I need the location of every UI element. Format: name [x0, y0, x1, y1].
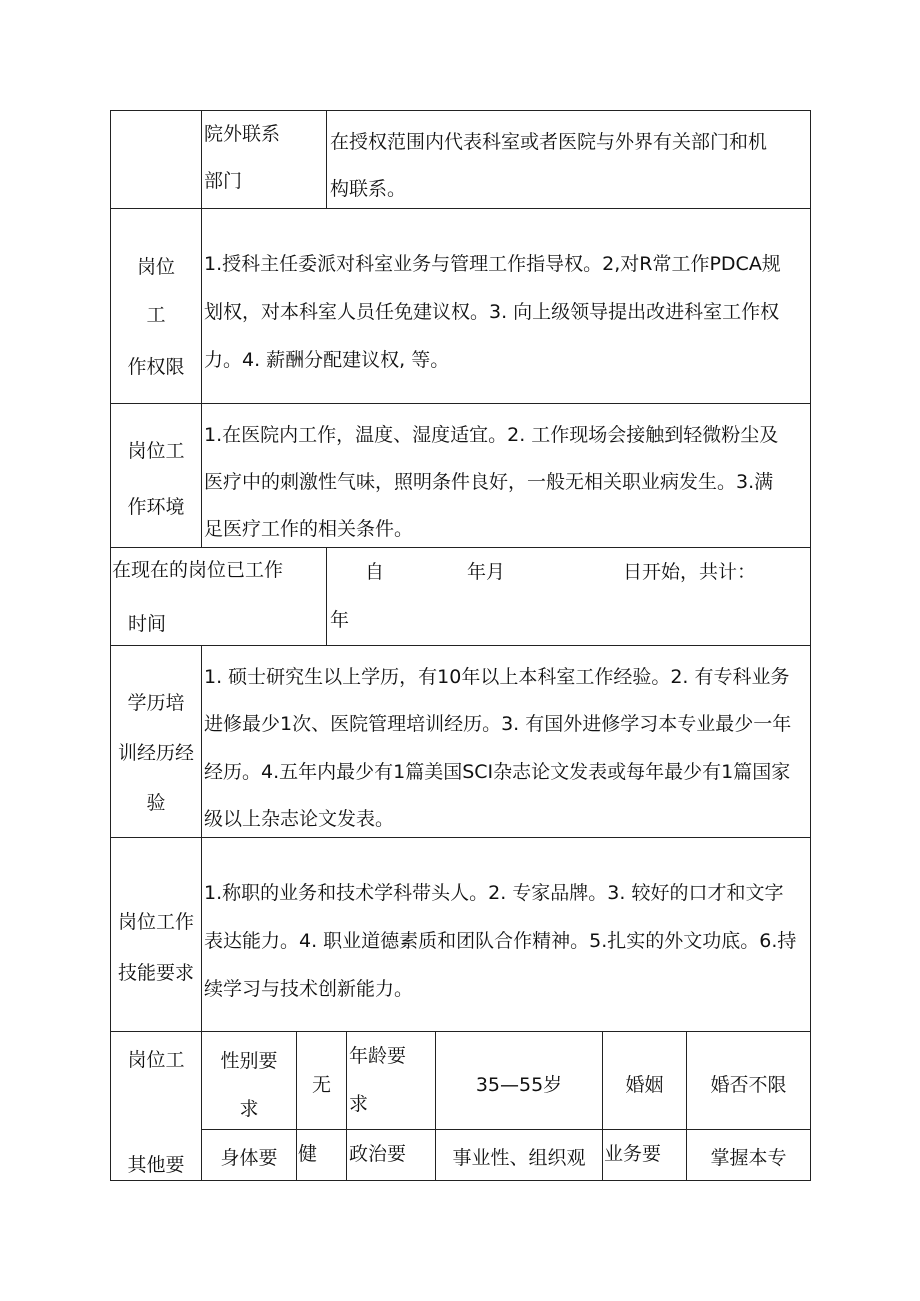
gender-label: 求 [239, 1098, 259, 1120]
education-content: 经历。4.五年内最少有1篇美国SCI杂志论文发表或每年最少有1篇国家 [204, 761, 791, 783]
row-divider [110, 208, 811, 209]
gender-label: 性别要 [220, 1050, 278, 1072]
column-divider [602, 1031, 603, 1181]
environment-label: 岗位工 [127, 440, 185, 462]
environment-content: 医疗中的刺激性气味，照明条件良好，一般无相关职业病发生。3.满 [204, 471, 774, 493]
row-divider [110, 1031, 811, 1032]
age-label: 求 [349, 1093, 369, 1115]
authority-content: 1.授科主任委派对科室业务与管理工作指导权。2,对R常工作PDCA规 [204, 253, 781, 275]
external-contact-label: 院外联系 [204, 123, 281, 145]
politics-label: 政治要 [349, 1143, 407, 1165]
education-label: 训经历经 [117, 742, 194, 764]
other-requirements-label: 其他要 [127, 1154, 185, 1176]
authority-content: 力。4. 薪酬分配建议权, 等。 [204, 349, 450, 371]
environment-content: 足医疗工作的相关条件。 [204, 518, 414, 540]
tenure-year: 年 [330, 609, 350, 631]
skills-content: 表达能力。4. 职业道德素质和团队合作精神。5.扎实的外文功底。6.持 [204, 930, 797, 952]
authority-label: 工 [146, 304, 166, 326]
tenure-label: 时间 [128, 613, 167, 635]
tenure-start-total: 日开始，共计： [623, 561, 757, 583]
education-label: 学历培 [127, 692, 185, 714]
tenure-since: 自 [365, 561, 385, 583]
row-divider [110, 403, 811, 404]
column-divider [326, 110, 327, 209]
column-divider [201, 110, 202, 548]
education-content: 级以上杂志论文发表。 [204, 808, 395, 830]
environment-label: 作环境 [127, 496, 185, 518]
column-divider [296, 1031, 297, 1181]
external-contact-label: 部门 [204, 170, 243, 192]
environment-content: 1.在医院内工作，温度、湿度适宜。2. 工作现场会接触到轻微粉尘及 [204, 424, 779, 446]
marriage-value: 婚否不限 [710, 1074, 787, 1096]
education-content: 进修最少1次、医院管理培训经历。3. 有国外进修学习本专业最少一年 [204, 713, 792, 735]
authority-content: 划权，对本科室人员任免建议权。3. 向上级领导提出改进科室工作权 [204, 301, 780, 323]
table-border-right [810, 110, 811, 1181]
row-divider [201, 1129, 811, 1130]
tenure-label: 在现在的岗位已工作 [112, 559, 284, 581]
other-requirements-label: 岗位工 [127, 1049, 185, 1071]
marriage-label: 婚姻 [625, 1074, 664, 1096]
age-label: 年龄要 [349, 1045, 407, 1067]
tenure-year-month: 年月 [467, 561, 506, 583]
column-divider [326, 547, 327, 646]
education-label: 验 [146, 792, 166, 814]
authority-label: 作权限 [127, 356, 185, 378]
authority-label: 岗位 [136, 256, 175, 278]
business-value: 掌握本专 [710, 1147, 787, 1169]
body-label: 身体要 [220, 1147, 278, 1169]
external-contact-content: 在授权范围内代表科室或者医院与外界有关部门和机 [330, 131, 768, 153]
skills-content: 续学习与技术创新能力。 [204, 978, 414, 1000]
body-value: 健 [298, 1143, 318, 1165]
skills-label: 岗位工作 [117, 911, 194, 933]
column-divider [346, 1031, 347, 1181]
education-content: 1. 硕士研究生以上学历，有10年以上本科室工作经验。2. 有专科业务 [204, 666, 790, 688]
row-divider [110, 645, 811, 646]
age-value: 35—55岁 [475, 1074, 563, 1096]
external-contact-content: 构联系。 [330, 178, 407, 200]
skills-label: 技能要求 [117, 962, 194, 984]
gender-value: 无 [311, 1074, 331, 1096]
politics-value: 事业性、组织观 [452, 1147, 586, 1169]
table-border-bottom [110, 1180, 811, 1181]
business-label: 业务要 [604, 1143, 662, 1165]
skills-content: 1.称职的业务和技术学科带头人。2. 专家品牌。3. 较好的口才和文字 [204, 882, 784, 904]
